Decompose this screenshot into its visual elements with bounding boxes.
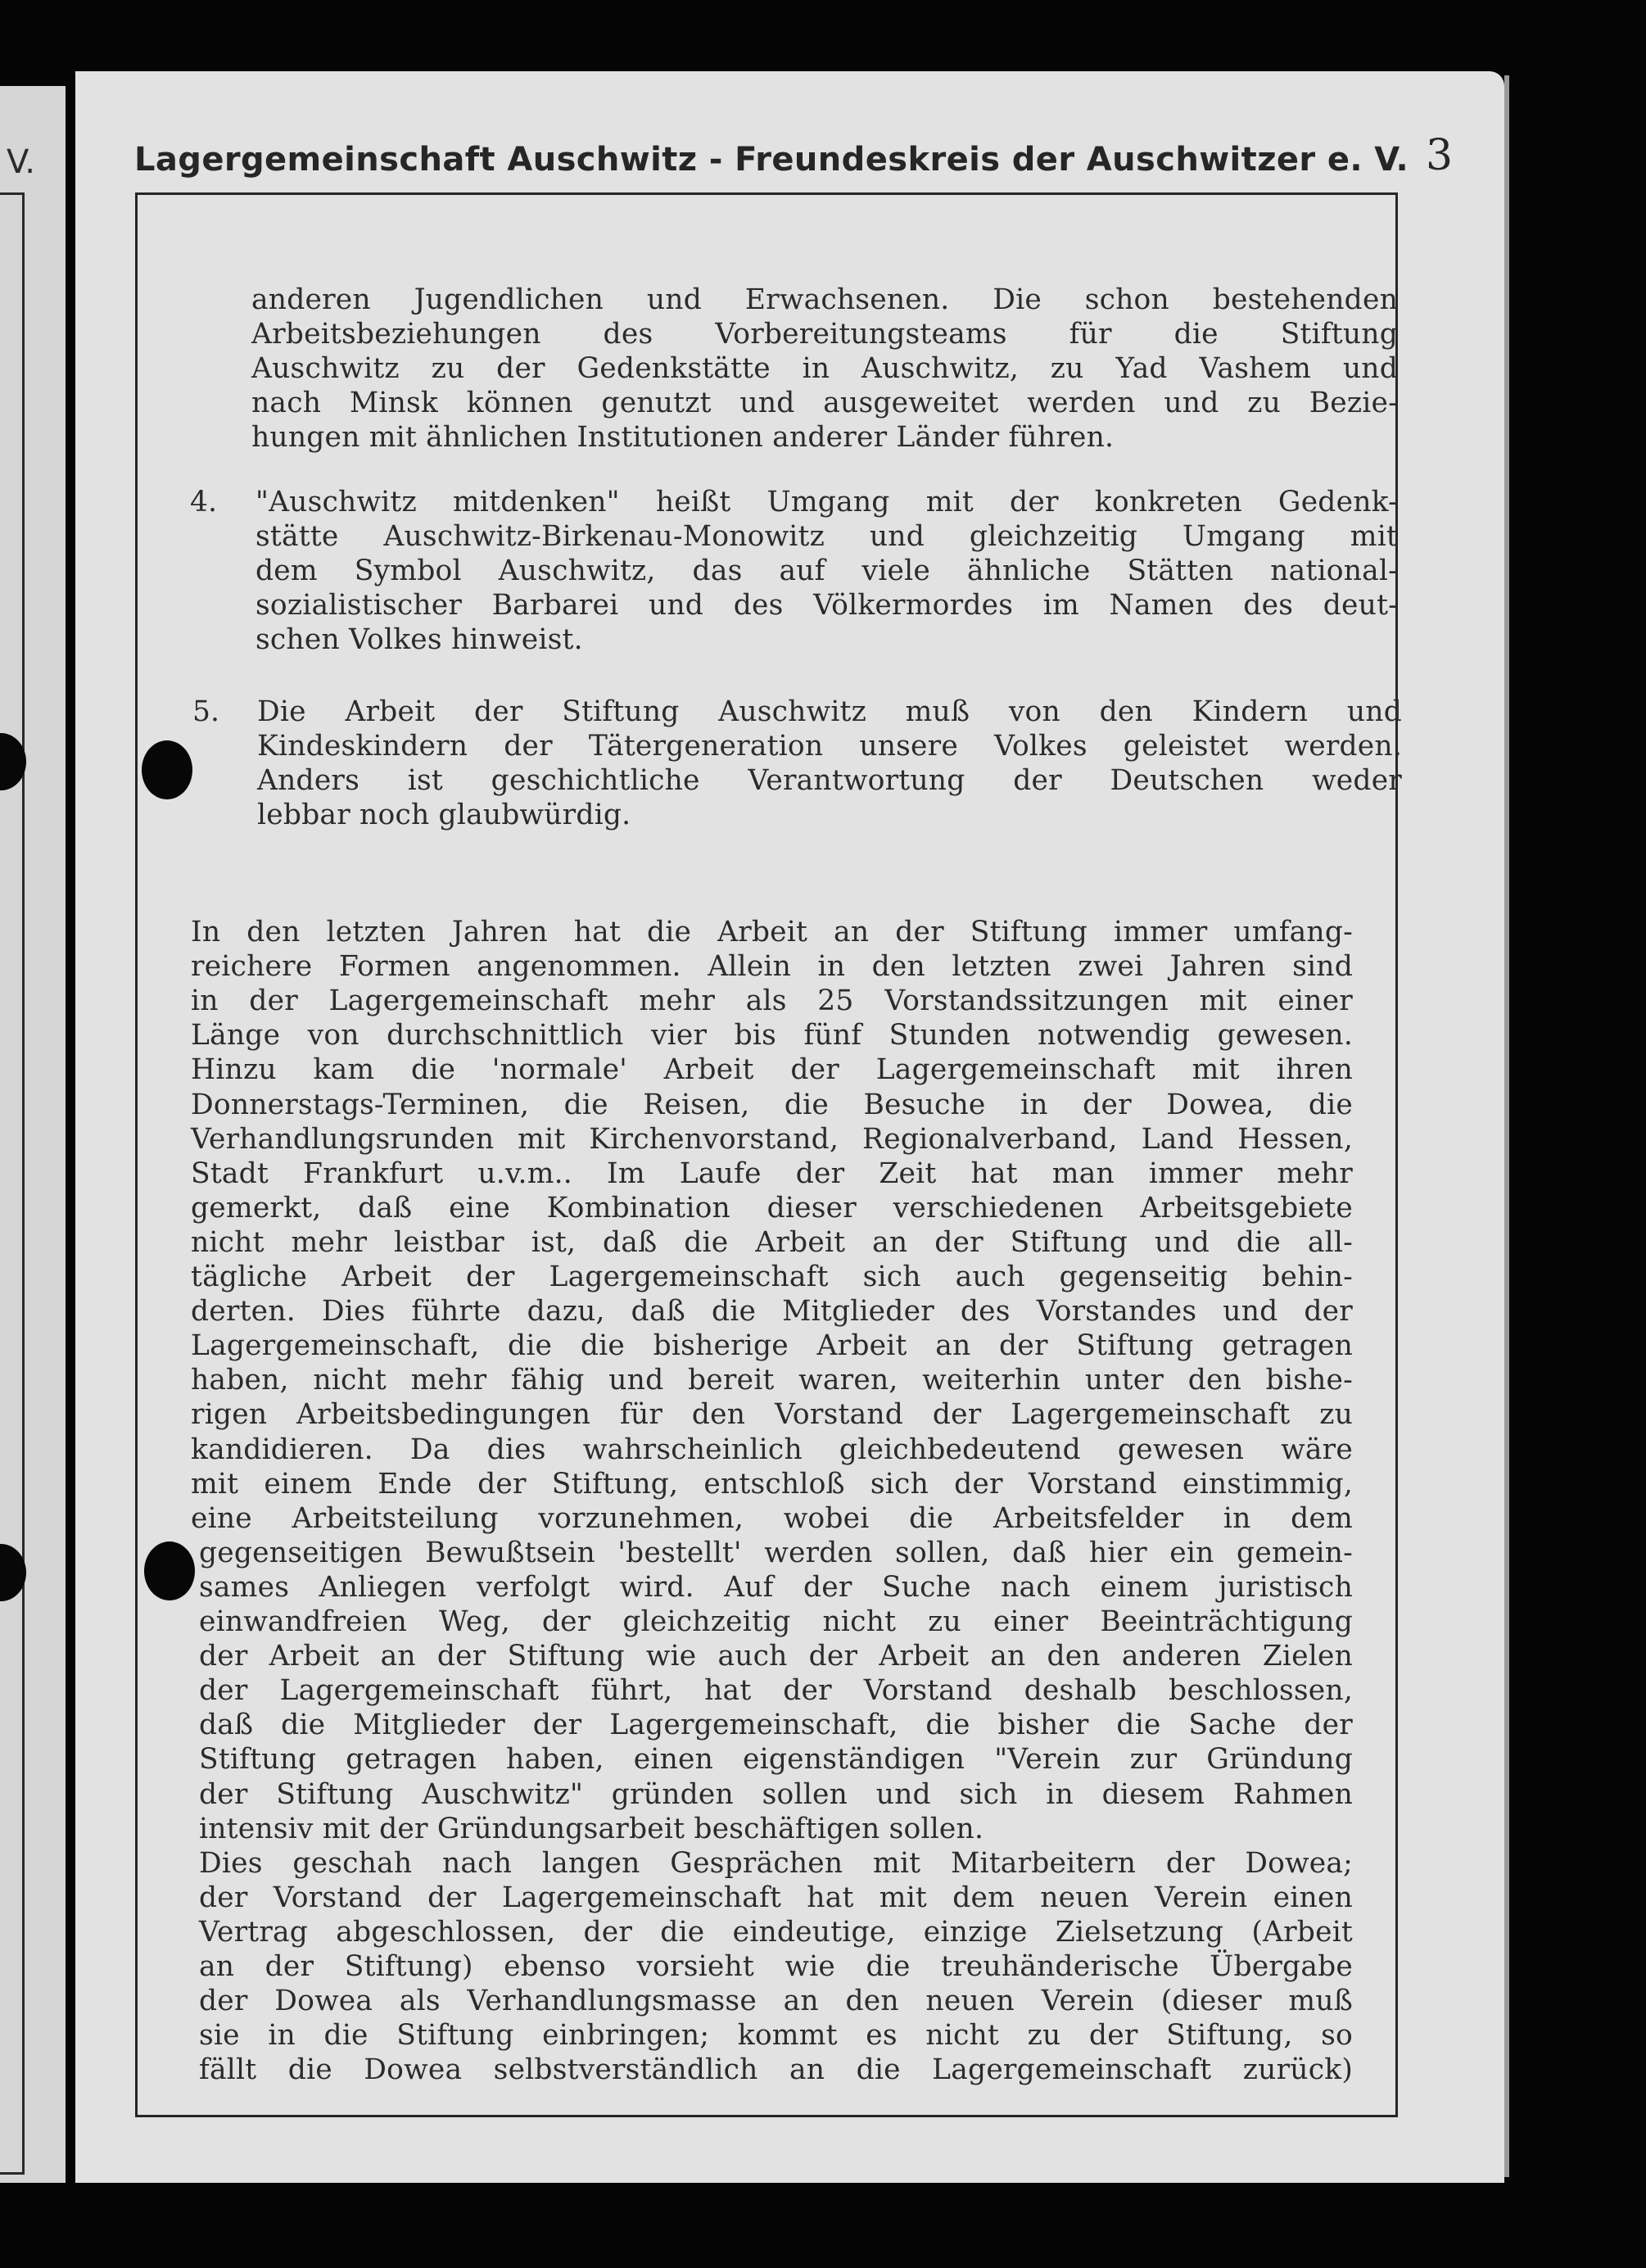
body-text-line: der Vorstand der Lagergemeinschaft hat mit dem neuen Verein einen (199, 1881, 1353, 1914)
body-text-line: intensiv mit der Gründungsarbeit beschäftigen sollen. (199, 1812, 984, 1845)
body-text-line: der Arbeit an der Stiftung wie auch der Arbeit an den anderen Zielen (199, 1640, 1353, 1673)
document-page (75, 71, 1504, 2183)
body-text-line: mit einem Ende der Stiftung, entschloß sich der Vorstand einstimmig, (191, 1467, 1353, 1501)
list-item-line: lebbar noch glaubwürdig. (257, 799, 631, 831)
body-text-line: der Lagergemeinschaft führt, hat der Vorstand deshalb beschlossen, (199, 1674, 1353, 1708)
list-item-line: hungen mit ähnlichen Institutionen anderer Länder führen. (251, 421, 1115, 454)
body-text-line: gegenseitigen Bewußtsein 'bestellt' werden sollen, daß hier ein gemein- (199, 1536, 1353, 1569)
body-text-line: in der Lagergemeinschaft mehr als 25 Vorstandssitzungen mit einer (191, 985, 1353, 1018)
body-text-line: Verhandlungsrunden mit Kirchenvorstand, Regionalverband, Land Hessen, (191, 1122, 1353, 1156)
list-item-line: anderen Jugendlichen und Erwachsenen. Die schon bestehenden (251, 283, 1398, 316)
page-edge-shadow (1504, 75, 1509, 2177)
body-text-line: Länge von durchschnittlich vier bis fünf Stunden notwendig gewesen. (191, 1019, 1353, 1053)
body-text-line: der Dowea als Verhandlungsmasse an den neuen Verein (dieser muß (199, 1985, 1353, 2018)
body-text-line: eine Arbeitsteilung vorzunehmen, wobei die Arbeitsfelder in dem (191, 1501, 1353, 1535)
body-text-line: Donnerstags-Terminen, die Reisen, die Besuche in der Dowea, die (191, 1088, 1353, 1121)
previous-page-header-fragment: V. (7, 143, 35, 181)
list-item-line: Kindeskindern der Tätergeneration unsere Volkes geleistet werden. (257, 730, 1402, 763)
body-text-line: Lagergemeinschaft, die die bisherige Arbeit an der Stiftung getragen (191, 1329, 1353, 1363)
body-text-line: nicht mehr leistbar ist, daß die Arbeit an der Stiftung und die all- (191, 1225, 1353, 1259)
body-text-line: tägliche Arbeit der Lagergemeinschaft sich auch gegenseitig behin- (191, 1261, 1353, 1293)
list-item-line: Auschwitz zu der Gedenkstätte in Auschwitz, zu Yad Vashem und (251, 352, 1398, 385)
body-text-line: Dies geschah nach langen Gesprächen mit Mitarbeitern der Dowea; (199, 1846, 1353, 1880)
list-item-number: 4. (190, 486, 217, 518)
body-text-line: kandidieren. Da dies wahrscheinlich gleichbedeutend gewesen wäre (191, 1433, 1353, 1466)
body-text-line: sie in die Stiftung einbringen; kommt es nicht zu der Stiftung, so (199, 2019, 1353, 2053)
list-item-line: "Auschwitz mitdenken" heißt Umgang mit der konkreten Gedenk- (255, 486, 1398, 518)
body-text-line: sames Anliegen verfolgt wird. Auf der Suche nach einem juristisch (199, 1570, 1353, 1604)
body-text-line: an der Stiftung) ebenso vorsieht wie die treuhänderische Übergabe (199, 1950, 1353, 1983)
previous-page-frame (0, 192, 25, 2175)
body-text-line: rigen Arbeitsbedingungen für den Vorstand der Lagergemeinschaft zu (191, 1398, 1353, 1432)
body-text-line: reichere Formen angenommen. Allein in den letzten zwei Jahren sind (191, 950, 1353, 984)
body-text-line: der Stiftung Auschwitz" gründen sollen und sich in diesem Rahmen (199, 1777, 1353, 1811)
body-text-line: fällt die Dowea selbstverständlich an die Lagergemeinschaft zurück) (199, 2053, 1353, 2087)
body-text-line: In den letzten Jahren hat die Arbeit an der Stiftung immer umfang- (191, 916, 1353, 948)
body-text-line: daß die Mitglieder der Lagergemeinschaft, die bisher die Sache der (199, 1709, 1353, 1742)
list-item-line: sozialistischer Barbarei und des Völkermordes im Namen des deut- (255, 589, 1398, 622)
list-item-line: stätte Auschwitz-Birkenau-Monowitz und gleichzeitig Umgang mit (255, 520, 1398, 553)
page-number: 3 (1426, 131, 1454, 180)
previous-page-edge (0, 86, 66, 2183)
body-text-line: einwandfreien Weg, der gleichzeitig nicht zu einer Beeinträchtigung (199, 1605, 1353, 1638)
punch-hole (144, 1541, 195, 1600)
list-item-line: Die Arbeit der Stiftung Auschwitz muß von den Kindern und (257, 695, 1402, 728)
list-item-line: nach Minsk können genutzt und ausgeweitet werden und zu Bezie- (251, 387, 1398, 419)
body-text-line: gemerkt, daß eine Kombination dieser verschiedenen Arbeitsgebiete (191, 1191, 1353, 1225)
list-item-line: Anders ist geschichtliche Verantwortung der Deutschen weder (257, 764, 1402, 797)
body-text-line: Stiftung getragen haben, einen eigenständigen "Verein zur Gründung (199, 1743, 1353, 1777)
list-item-line: Arbeitsbeziehungen des Vorbereitungsteams für die Stiftung (251, 318, 1398, 351)
list-item-line: schen Volkes hinweist. (255, 623, 583, 656)
body-text-line: derten. Dies führte dazu, daß die Mitglieder des Vorstandes und der (191, 1295, 1353, 1329)
body-text-line: Stadt Frankfurt u.v.m.. Im Laufe der Zeit hat man immer mehr (191, 1157, 1353, 1190)
body-text-line: Hinzu kam die 'normale' Arbeit der Lagergemeinschaft mit ihren (191, 1053, 1353, 1087)
list-item-line: dem Symbol Auschwitz, das auf viele ähnliche Stätten national- (255, 555, 1398, 587)
body-text-line: Vertrag abgeschlossen, der die eindeutige, einzige Zielsetzung (Arbeit (199, 1915, 1353, 1949)
body-text-line: haben, nicht mehr fähig und bereit waren, weiterhin unter den bishe- (191, 1364, 1353, 1397)
header-title: Lagergemeinschaft Auschwitz - Freundeskreis der Auschwitzer e. V. (134, 141, 1409, 179)
list-item-number: 5. (192, 695, 219, 728)
punch-hole (142, 740, 192, 799)
